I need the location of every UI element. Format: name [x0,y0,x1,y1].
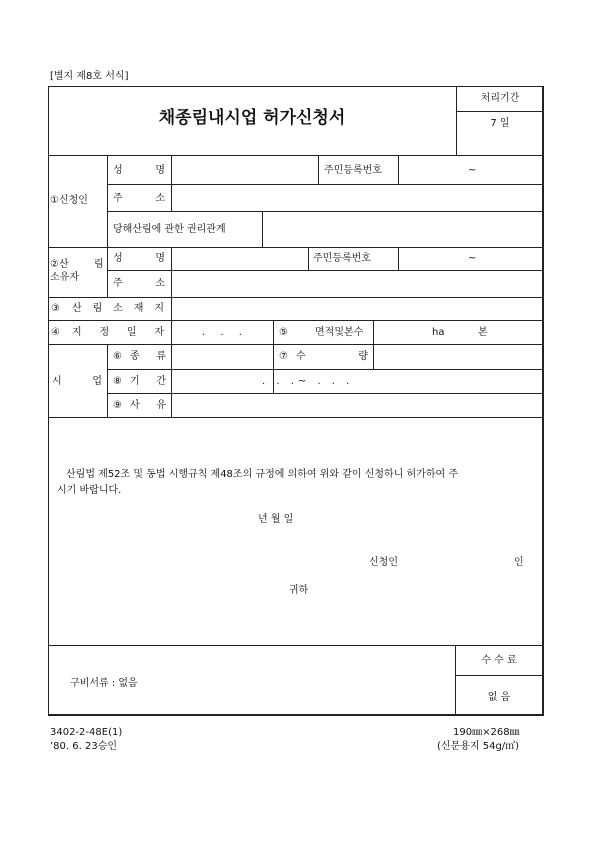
footer-code: 3402-2-48E(1) [50,727,123,738]
applicant-col-line [107,155,108,247]
applicant-rights-col [262,211,263,247]
owner-label-col [171,247,172,297]
label-char: 산 [72,303,82,314]
area-count: 본 [478,327,488,338]
applicant-section-label: ①신청인 [50,195,88,206]
label-char: 명 [155,165,165,176]
fee-divider [455,675,543,676]
location-bottom-line [48,320,543,321]
recipient: 귀하 [289,585,309,596]
work-bottom-line [48,417,543,418]
date-line: 년 월 일 [258,514,294,525]
type-num: ⑥ [113,351,122,362]
owner-name-label [113,253,165,265]
label-char: 자 [154,327,164,338]
footer-approval: ’80. 6. 23승인 [50,741,118,752]
fee-top-line [48,645,543,646]
title-bottom-line [48,155,543,156]
label-char: 류 [156,351,166,362]
owner-id-col-1 [308,247,309,270]
work-label-col [171,344,172,417]
owner-address-label [113,278,165,290]
label-char: 지 [154,303,164,314]
processing-divider [456,111,543,112]
label-char: 림 [92,303,103,314]
designation-col [171,320,172,344]
form-title: 채종림내시업 허가신청서 [158,108,346,128]
owner-id-col-2 [398,247,399,270]
quantity-label [296,351,368,363]
label-char: 수 [296,351,306,362]
documents-label: 구비서류 : 없음 [70,678,138,689]
label-char: 주 [113,278,123,289]
footer-paper: (신문용지 54g/㎡) [437,741,520,752]
label-char: 성 [113,165,123,176]
period-label [130,376,166,388]
type-label [130,351,166,363]
designation-num: ④ [51,327,60,338]
work-row-line-2 [107,393,543,394]
label-char: 재 [133,303,144,314]
owner-bottom-line [48,297,543,298]
applicant-row-line-1 [107,184,543,185]
owner-section-label-1b: 림 [94,259,104,270]
label-char: 간 [156,376,166,387]
owner-section-label-1: ②산 [50,259,69,270]
owner-row-line [107,270,543,271]
reason-num: ⑨ [113,400,122,411]
label-char: 성 [113,253,123,264]
area-ha: ha [432,327,445,338]
label-char: 종 [130,351,140,362]
applicant-row-line-2 [107,211,543,212]
location-col [171,297,172,320]
body-text-line-1: 산림법 제52조 및 동법 시행규칙 제48조의 규정에 의하여 위와 같이 신청하니 허가하여 주 [66,469,459,480]
area-num: ⑤ [279,327,288,338]
body-text-line-2: 시기 바랍니다. [57,485,122,496]
period-num: ⑧ [113,376,122,387]
label-char: 일 [126,327,137,338]
label-char: 기 [130,376,140,387]
label-char: 명 [155,253,165,264]
processing-value: 7 일 [490,118,510,129]
area-label: 면적및본수 [315,327,364,338]
applicant-id-col-1 [318,155,319,184]
applicant-id-col-2 [398,155,399,184]
owner-id-label: 주민등록번호 [313,253,371,264]
processing-label: 처리기간 [480,93,520,104]
owner-section-label-2: 소유자 [50,272,79,283]
period-value: . . .~ . . . [262,376,354,387]
reason-label [130,400,166,412]
label-char: 주 [113,193,123,204]
applicant-rights-label: 당해산림에 관한 권리관계 [113,224,226,235]
work-col-line [107,344,108,417]
footer-size: 190㎜×268㎜ [453,727,520,738]
label-char: 시 [52,376,62,387]
designation-label [72,327,164,339]
location-num: ③ [51,303,60,314]
quantity-num: ⑦ [279,351,288,362]
form-frame [48,86,544,716]
applicant-id-separator: ~ [468,165,477,176]
label-char: 업 [92,376,102,387]
label-char: 유 [156,400,166,411]
form-number: [별지 제8호 서식] [50,71,129,82]
designation-bottom-line [48,344,543,345]
label-char: 량 [358,351,368,362]
fee-label: 수 수 료 [481,655,517,666]
applicant-label-col [171,155,172,211]
owner-col-line [107,247,108,297]
label-char: 정 [99,327,110,338]
label-char: 소 [155,193,165,204]
applicant-id-label: 주민등록번호 [324,165,382,176]
work-section-label [52,376,102,388]
owner-id-separator: ~ [468,253,477,264]
applicant-address-label [113,193,165,205]
label-char: 소 [113,303,123,314]
signature-label: 신청인 [369,557,398,568]
label-char: 사 [130,400,140,411]
fee-value: 없 음 [487,692,511,703]
applicant-bottom-line [48,247,543,248]
applicant-name-label [113,165,165,177]
designation-date: . . . [202,327,248,338]
signature-seal: 인 [514,557,524,568]
location-label [72,303,164,315]
label-char: 소 [155,278,165,289]
work-row-line-1 [107,369,543,370]
label-char: 지 [72,327,82,338]
